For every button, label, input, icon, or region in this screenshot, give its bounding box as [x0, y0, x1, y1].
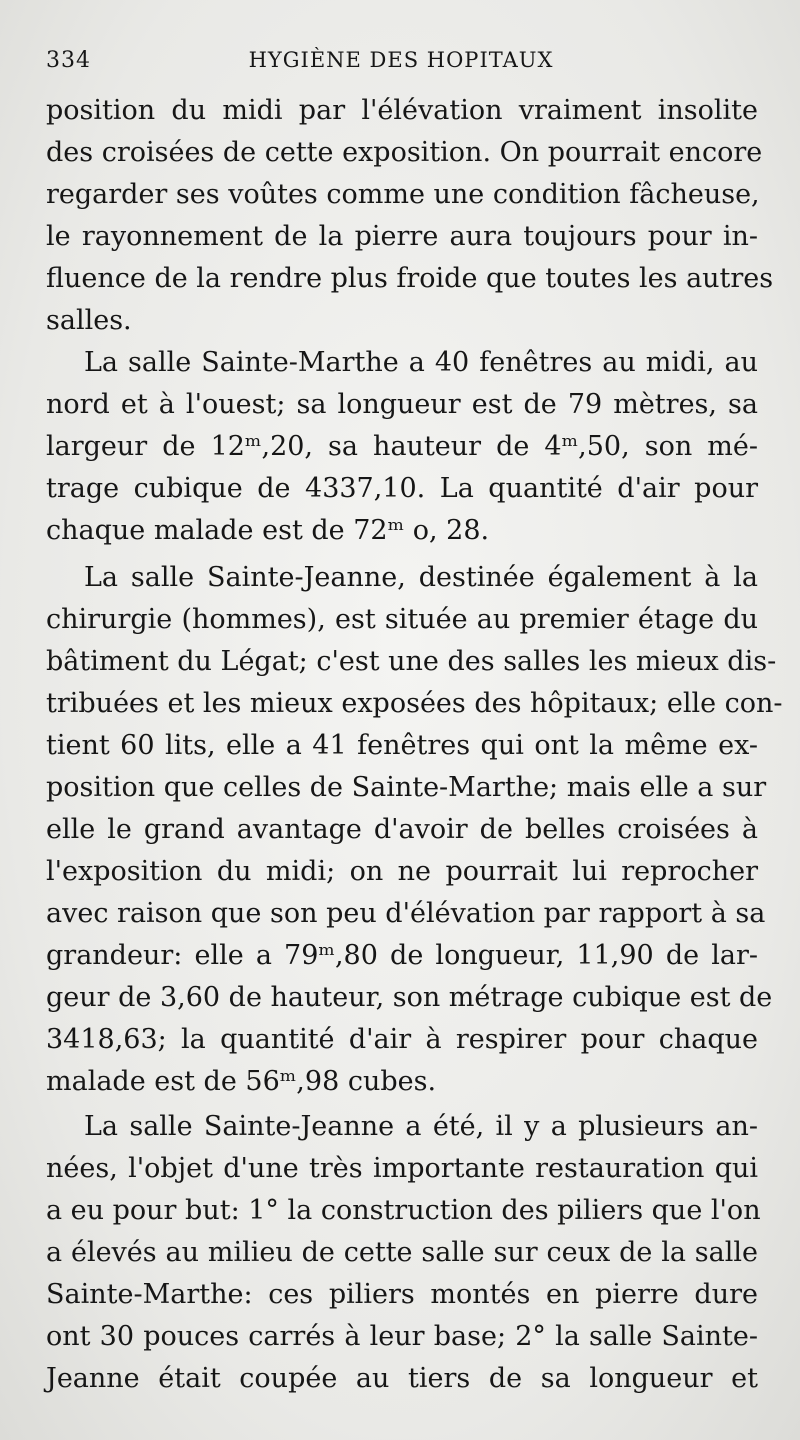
text-line: Jeanne était coupée au tiers de sa longueur et: [46, 1363, 758, 1394]
text-line: malade est de 56ᵐ,98 cubes.: [46, 1066, 437, 1097]
page-number: 334: [46, 48, 91, 73]
text-line: chirurgie (hommes), est située au premier étage du: [46, 604, 758, 635]
text-line: a élevés au milieu de cette salle sur ceux de la salle: [46, 1237, 758, 1268]
paragraph-start: La salle Sainte-Jeanne a été, il y a plusieurs an-: [84, 1111, 758, 1142]
text-line: trage cubique de 4337,10. La quantité d'air pour: [46, 473, 758, 504]
text-line: tribuées et les mieux exposées des hôpitaux; elle con-: [46, 688, 783, 719]
text-line: largeur de 12ᵐ,20, sa hauteur de 4ᵐ,50, son mé-: [46, 431, 758, 462]
text-line: salles.: [46, 305, 132, 336]
paragraph-start: La salle Sainte-Jeanne, destinée également à la: [84, 562, 758, 593]
running-head: HYGIÈNE DES HOPITAUX: [248, 48, 554, 72]
text-line: elle le grand avantage d'avoir de belles croisées à: [46, 814, 758, 845]
text-line: 3418,63; la quantité d'air à respirer pour chaque: [46, 1024, 758, 1055]
text-line: le rayonnement de la pierre aura toujours pour in-: [46, 221, 758, 252]
text-line: regarder ses voûtes comme une condition fâcheuse,: [46, 179, 760, 210]
paragraph-start: La salle Sainte-Marthe a 40 fenêtres au midi, au: [84, 347, 758, 378]
text-line: des croisées de cette exposition. On pourrait encore: [46, 137, 763, 168]
text-line: tient 60 lits, elle a 41 fenêtres qui ont la même ex-: [46, 730, 758, 761]
text-line: l'exposition du midi; on ne pourrait lui reprocher: [46, 856, 758, 887]
text-line: ont 30 pouces carrés à leur base; 2° la salle Sainte-: [46, 1321, 758, 1352]
text-line: chaque malade est de 72ᵐ o, 28.: [46, 515, 490, 546]
text-line: position du midi par l'élévation vraiment insolite: [46, 95, 758, 126]
text-line: Sainte-Marthe: ces piliers montés en pierre dure: [46, 1279, 758, 1310]
text-line: grandeur: elle a 79ᵐ,80 de longueur, 11,90 de lar-: [46, 940, 758, 971]
text-line: a eu pour but: 1° la construction des piliers que l'on: [46, 1195, 761, 1226]
text-line: bâtiment du Légat; c'est une des salles les mieux dis-: [46, 646, 777, 677]
text-line: avec raison que son peu d'élévation par rapport à sa: [46, 898, 766, 929]
text-line: fluence de la rendre plus froide que toutes les autres: [46, 263, 774, 294]
text-line: geur de 3,60 de hauteur, son métrage cubique est de: [46, 982, 773, 1013]
text-line: position que celles de Sainte-Marthe; mais elle a sur: [46, 772, 767, 803]
text-line: nées, l'objet d'une très importante restauration qui: [46, 1153, 758, 1184]
text-line: nord et à l'ouest; sa longueur est de 79 mètres, sa: [46, 389, 758, 420]
page-header: [46, 48, 756, 80]
